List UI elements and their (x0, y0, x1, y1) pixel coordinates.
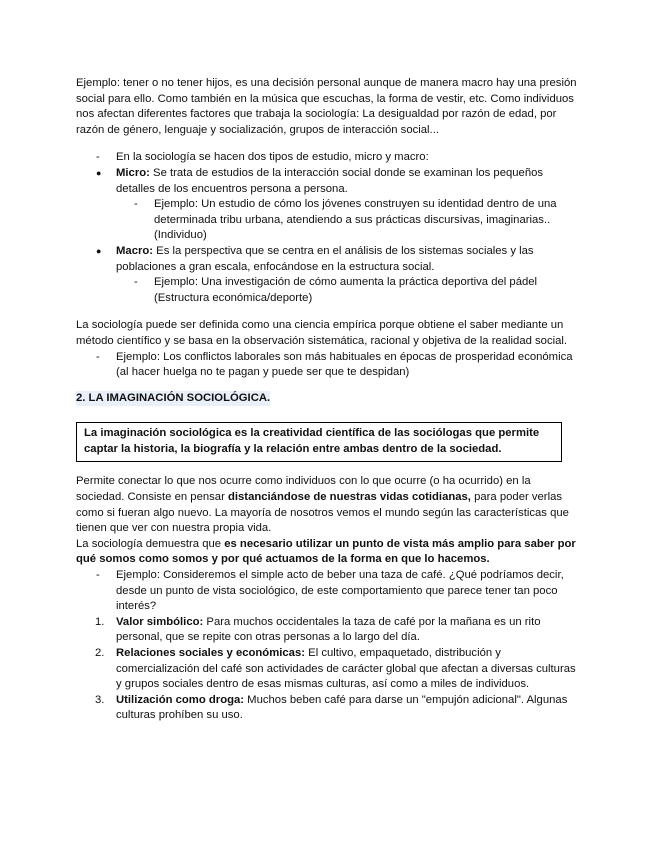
macro-label: Macro: (116, 244, 154, 257)
macro-example-text: Ejemplo: Una investigación de cómo aumenta la práctica deportiva del pádel (Estructura económica/deporte) (154, 276, 538, 304)
coffee-example-text: Ejemplo: Consideremos el simple acto de beber una taza de café. ¿Qué podríamos decir, desde un punto de vista sociológico, de este comportamiento que parece tener tan poco interés? (116, 569, 564, 613)
connection-paragraph (76, 474, 581, 536)
item-text: El cultivo, empaquetado, distribución y comercialización del café son actividades de carácter global que afectan a diversas culturas y grupos sociales dentro de esas mismas culturas, así como a miles de individuos. (116, 647, 576, 691)
dash-marker: - (134, 276, 138, 289)
micro-example-text: Ejemplo: Un estudio de cómo los jóvenes construyen su identidad dentro de una determinada tribu urbana, atendiendo a sus prácticas discursivas, imaginarias.. (Individuo) (154, 198, 557, 242)
item-text: Para muchos occidentales la taza de café por la mañana es un rito personal, que se repite con otras personas a lo largo del día. (116, 615, 541, 644)
bullet-icon: ● (96, 245, 102, 256)
perspective-text-bold: es necesario utilizar un punto de vista más amplio para saber por qué somos como somos y por qué actuamos de la forma en que lo hacemos. (76, 537, 576, 566)
micro-label: Micro: (116, 166, 150, 179)
list-item-macro-example (76, 275, 581, 306)
list-item-coffee-example (76, 568, 581, 615)
micro-text: Se trata de estudios de la interacción social donde se examinan los pequeños detalles de los encuentros persona a persona. (116, 166, 544, 195)
study-types-text: En la sociología se hacen dos tipos de estudio, micro y macro: (116, 151, 429, 164)
dash-marker: - (96, 569, 100, 582)
dash-marker: - (134, 198, 138, 211)
intro-paragraph: Ejemplo: tener o no tener hijos, es una decisión personal aunque de manera macro hay una presión social para ello. Como también en la música que escuchas, la forma de vestir, etc. Como individuos nos afectan diferentes factores que trabaja la sociología: La desigualdad por razón de edad, por razón de género, lenguaje y socialización, grupos de interacción social... (76, 77, 577, 136)
document-page (76, 76, 581, 724)
numbered-item-symbolic (76, 615, 581, 646)
list-item-empirical-example (76, 350, 581, 381)
perspective-text-a: La sociología demuestra que (76, 537, 225, 550)
definition-box: La imaginación sociológica es la creatividad científica de las sociólogas que permite captar la historia, la biografía y la relación entre ambas dentro de la sociedad. (76, 422, 562, 462)
list-item-micro-example (76, 197, 581, 244)
empirical-example-text: Ejemplo: Los conflictos laborales son más habituales en épocas de prosperidad económica (al hacer huelga no te pagan y puede ser que te despidan) (116, 350, 573, 379)
item-number: 2. (95, 647, 105, 659)
item-label: Valor simbólico: (116, 615, 204, 628)
item-text: Muchos beben café para darse un "empujón adicional". Algunas culturas prohíben su uso. (116, 693, 568, 722)
connection-text-a: Permite conectar lo que nos ocurre como individuos con lo que ocurre (o ha ocurrido) en la sociedad. Consiste en pensar (76, 475, 531, 504)
connection-text-bold: distanciándose de nuestras vidas cotidianas, (227, 491, 471, 504)
item-number: 3. (95, 693, 105, 706)
list-item-macro (76, 244, 581, 275)
bullet-icon: ● (96, 167, 102, 178)
list-item-micro (76, 166, 581, 197)
item-number: 1. (95, 615, 105, 628)
connection-text-c: para poder verlas como si fueran algo nuevo. La mayoría de nosotros vemos el mundo según las características que tienen que ver con nuestra propia vida. (76, 491, 569, 535)
numbered-item-social-economic (76, 646, 581, 693)
dash-marker: - (96, 151, 100, 164)
dash-marker: - (96, 350, 100, 363)
item-label: Relaciones sociales y económicas: (116, 647, 306, 659)
section-heading-row (76, 391, 581, 407)
perspective-paragraph (76, 537, 581, 568)
item-label: Utilización como droga: (116, 693, 245, 706)
section-heading: 2. LA IMAGINACIÓN SOCIOLÓGICA. (76, 391, 270, 407)
numbered-item-drug-use (76, 693, 581, 724)
macro-text: Es la perspectiva que se centra en el análisis de los sistemas sociales y las poblaciones a gran escala, enfocándose en la estructura social. (116, 244, 534, 273)
list-item-study-types (76, 150, 581, 166)
empirical-paragraph: La sociología puede ser definida como una ciencia empírica porque obtiene el saber mediante un método científico y se basa en la observación sistemática, racional y objetiva de la realidad social. (76, 319, 568, 347)
